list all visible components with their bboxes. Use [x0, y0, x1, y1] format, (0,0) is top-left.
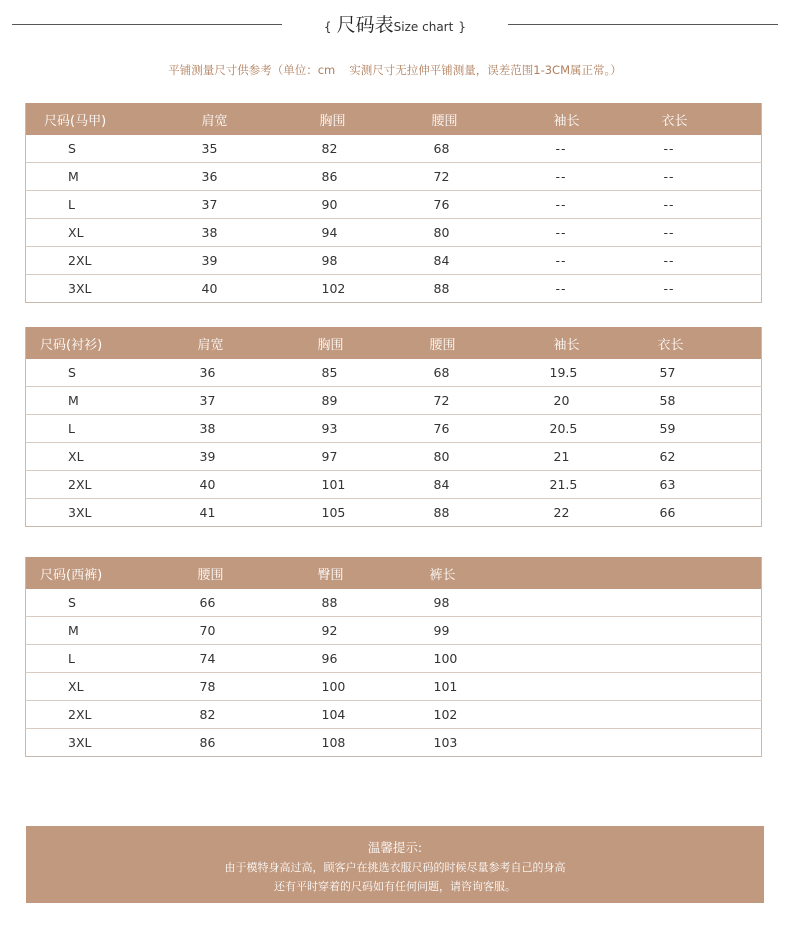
cell-size: L: [26, 645, 136, 673]
cell-size: 2XL: [26, 471, 136, 499]
cell-sleeve: --: [480, 247, 592, 275]
cell-length: 66: [592, 499, 762, 527]
header-size: 尺码(西裤): [40, 567, 103, 583]
cell-pants-length: 101: [370, 673, 480, 701]
cell-chest: 97: [258, 443, 370, 471]
header-chest: 胸围: [319, 113, 346, 129]
table-row: [26, 701, 762, 729]
cell-shoulder: 41: [136, 499, 258, 527]
cell-size: 3XL: [26, 729, 136, 757]
cell-size: M: [26, 617, 136, 645]
cell-sleeve: --: [555, 141, 567, 156]
cell-length: 62: [592, 443, 762, 471]
header-empty: [592, 557, 762, 589]
cell-size: 3XL: [26, 275, 136, 303]
table-row: [26, 645, 762, 673]
table-row: [26, 163, 762, 191]
cell-chest: 98: [258, 247, 370, 275]
table-row: [26, 673, 762, 701]
cell-empty: [592, 729, 762, 757]
cell-length: --: [592, 247, 762, 275]
cell-size: XL: [26, 673, 136, 701]
tips-title: 温馨提示:: [367, 840, 423, 855]
header-sleeve: 袖长: [553, 337, 580, 353]
title-en: Size chart: [393, 20, 454, 34]
cell-pants-length: 100: [370, 645, 480, 673]
cell-size: XL: [26, 443, 136, 471]
cell-sleeve: 20.5: [480, 415, 592, 443]
cell-length: 58: [592, 387, 762, 415]
table-row: [26, 387, 762, 415]
cell-hip: 96: [258, 645, 370, 673]
cell-pants-length: 102: [370, 701, 480, 729]
title-zh: 尺码表: [336, 14, 394, 36]
cell-hip: 88: [321, 595, 338, 610]
table-row: [26, 219, 762, 247]
cell-length: 59: [592, 415, 762, 443]
cell-sleeve: 20: [480, 387, 592, 415]
cell-shoulder: 38: [136, 415, 258, 443]
cell-shoulder: 40: [136, 275, 258, 303]
cell-waist: 88: [370, 499, 480, 527]
header-waist: 腰围: [197, 567, 224, 583]
table-row: [26, 443, 762, 471]
measurement-note: [0, 62, 790, 78]
cell-length: 63: [592, 471, 762, 499]
cell-size: M: [26, 387, 136, 415]
table-header-row: [26, 557, 762, 589]
table-row: [26, 729, 762, 757]
cell-size: 2XL: [26, 247, 136, 275]
cell-empty: [592, 589, 762, 617]
header-length: 衣长: [661, 113, 688, 129]
cell-shoulder: 36: [199, 365, 216, 380]
header-length: 衣长: [657, 337, 684, 353]
table-row: [26, 471, 762, 499]
table-row: [26, 275, 762, 303]
cell-chest: 105: [258, 499, 370, 527]
table-row: [26, 247, 762, 275]
cell-chest: 93: [258, 415, 370, 443]
cell-sleeve: 22: [480, 499, 592, 527]
cell-sleeve: 21: [480, 443, 592, 471]
cell-empty: [480, 617, 592, 645]
shirt-size-table: [25, 327, 762, 527]
cell-length: 57: [659, 365, 676, 380]
header-divider-left: [12, 24, 282, 25]
table-row: [26, 589, 762, 617]
page-header: [0, 0, 790, 46]
header-shoulder: 肩宽: [201, 113, 228, 129]
cell-waist: 68: [433, 365, 450, 380]
cell-sleeve: --: [480, 191, 592, 219]
cell-waist: 72: [370, 163, 480, 191]
cell-waist: 80: [370, 443, 480, 471]
cell-size: 2XL: [26, 701, 136, 729]
cell-size: L: [26, 415, 136, 443]
cell-empty: [592, 701, 762, 729]
cell-shoulder: 35: [201, 141, 218, 156]
header-shoulder: 肩宽: [197, 337, 224, 353]
cell-shoulder: 38: [136, 219, 258, 247]
header-divider-right: [508, 24, 778, 25]
cell-waist: 66: [199, 595, 216, 610]
cell-waist: 78: [136, 673, 258, 701]
table-row: [26, 617, 762, 645]
cell-size: XL: [26, 219, 136, 247]
cell-length: --: [592, 191, 762, 219]
header-size: 尺码(马甲): [44, 113, 107, 129]
cell-length: --: [592, 275, 762, 303]
cell-sleeve: --: [480, 163, 592, 191]
header-size: 尺码(衬衫): [40, 337, 103, 353]
note-unit: 平铺测量尺寸供参考（单位：cm: [168, 63, 336, 77]
title-brace-left: {: [323, 20, 332, 34]
cell-waist: 86: [136, 729, 258, 757]
table-row: [26, 415, 762, 443]
cell-pants-length: 99: [370, 617, 480, 645]
tips-line-2: 还有平时穿着的尺码如有任何问题，请咨询客服。: [274, 880, 516, 893]
header-waist: 腰围: [431, 113, 458, 129]
cell-size: L: [26, 191, 136, 219]
cell-pants-length: 98: [433, 595, 450, 610]
cell-hip: 92: [258, 617, 370, 645]
cell-hip: 100: [258, 673, 370, 701]
header-empty: [480, 557, 592, 589]
cell-length: --: [592, 163, 762, 191]
cell-size: S: [68, 365, 76, 380]
header-sleeve: 袖长: [553, 113, 580, 129]
cell-empty: [480, 673, 592, 701]
cell-shoulder: 40: [136, 471, 258, 499]
cell-size: S: [68, 141, 76, 156]
cell-size: M: [26, 163, 136, 191]
cell-chest: 86: [258, 163, 370, 191]
table-header-row: [26, 103, 762, 135]
cell-chest: 85: [321, 365, 338, 380]
page-title: [282, 10, 508, 37]
pants-size-table: [25, 557, 762, 757]
cell-empty: [592, 673, 762, 701]
cell-shoulder: 39: [136, 443, 258, 471]
cell-empty: [592, 617, 762, 645]
cell-size: 3XL: [26, 499, 136, 527]
cell-shoulder: 36: [136, 163, 258, 191]
cell-shoulder: 39: [136, 247, 258, 275]
cell-length: --: [592, 219, 762, 247]
cell-waist: 84: [370, 471, 480, 499]
cell-waist: 76: [370, 191, 480, 219]
cell-shoulder: 37: [136, 387, 258, 415]
vest-size-table: [25, 103, 762, 303]
cell-chest: 94: [258, 219, 370, 247]
cell-chest: 90: [258, 191, 370, 219]
cell-waist: 74: [136, 645, 258, 673]
tips-box: [26, 826, 764, 903]
cell-waist: 68: [433, 141, 450, 156]
cell-empty: [480, 729, 592, 757]
cell-waist: 84: [370, 247, 480, 275]
table-row: [26, 359, 762, 387]
cell-empty: [480, 589, 592, 617]
cell-waist: 88: [370, 275, 480, 303]
title-brace-right: }: [458, 20, 467, 34]
cell-waist: 72: [370, 387, 480, 415]
tips-line-1: 由于模特身高过高，顾客户在挑选衣服尺码的时候尽量参考自己的身高: [224, 861, 566, 874]
cell-chest: 102: [258, 275, 370, 303]
cell-pants-length: 103: [370, 729, 480, 757]
header-waist: 腰围: [429, 337, 456, 353]
table-row: [26, 191, 762, 219]
cell-empty: [480, 701, 592, 729]
cell-hip: 104: [258, 701, 370, 729]
cell-waist: 82: [136, 701, 258, 729]
cell-length: --: [663, 141, 675, 156]
cell-sleeve: 19.5: [549, 365, 578, 380]
cell-waist: 70: [136, 617, 258, 645]
cell-waist: 80: [370, 219, 480, 247]
cell-chest: 82: [321, 141, 338, 156]
cell-shoulder: 37: [136, 191, 258, 219]
header-hip: 臀围: [317, 567, 344, 583]
header-chest: 胸围: [317, 337, 344, 353]
note-tolerance: 实测尺寸无拉伸平铺测量，误差范围1-3CM属正常。）: [349, 63, 622, 77]
table-header-row: [26, 327, 762, 359]
table-row: [26, 499, 762, 527]
header-pants-length: 裤长: [429, 567, 456, 583]
cell-waist: 76: [370, 415, 480, 443]
cell-sleeve: --: [480, 275, 592, 303]
cell-size: S: [68, 595, 76, 610]
cell-sleeve: --: [480, 219, 592, 247]
cell-chest: 101: [258, 471, 370, 499]
cell-chest: 89: [258, 387, 370, 415]
cell-empty: [592, 645, 762, 673]
cell-empty: [480, 645, 592, 673]
cell-sleeve: 21.5: [480, 471, 592, 499]
cell-hip: 108: [258, 729, 370, 757]
table-row: [26, 135, 762, 163]
